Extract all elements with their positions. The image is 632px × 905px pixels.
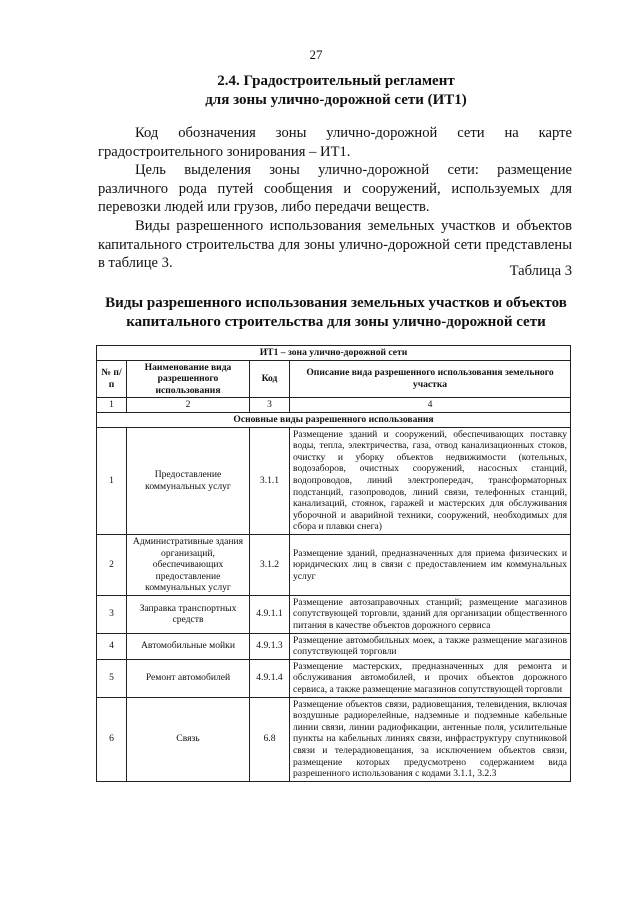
page-number: 27 [309,47,323,62]
zone-header-row [97,346,571,361]
section-title [100,72,572,110]
row-use-name: Предоставление коммунальных услуг [127,427,250,534]
column-header-description: Описание вида разрешенного использования земельного участка [290,360,571,398]
row-code: 3.1.1 [250,427,290,534]
row-description: Размещение мастерских, предназначенных для ремонта и обслуживания автомобилей, и прочих объектов дорожного сервиса, а также размещение магазинов сопутствующей торговли [290,659,571,697]
row-use-name: Административные здания организаций, обеспечивающих предоставление коммунальных услуг [127,534,250,595]
column-index: 1 [97,398,127,413]
row-number: 3 [97,595,127,633]
row-number: 2 [97,534,127,595]
paragraph-zone-code: Код обозначения зоны улично-дорожной сети на карте градостроительного зонирования – ИТ1. [98,125,572,160]
section-title-line-1: 2.4. Градостроительный регламент [217,73,455,89]
column-header-code: Код [250,360,290,398]
table-title-line-1: Виды разрешенного использования земельных участков и объектов [105,295,567,311]
row-code: 4.9.1.4 [250,659,290,697]
column-index: 3 [250,398,290,413]
column-header-number: № п/п [97,360,127,398]
table-caption: Таблица 3 [509,263,572,279]
row-number: 5 [97,659,127,697]
row-description: Размещение автомобильных моек, а также размещение магазинов сопутствующей торговли [290,633,571,659]
paragraph-zone-purpose: Цель выделения зоны улично-дорожной сети: размещение различного рода путей сообщения и сооружений, используемых для перевозки людей или грузов, либо передачи веществ. [98,162,572,215]
row-number: 1 [97,427,127,534]
row-description: Размещение объектов связи, радиовещания, телевидения, включая воздушные радиорелейные, надземные и подземные кабельные линии связи, линии радиофикации, антенные поля, усилительные пункты на кабельных линиях связи, инфраструктуру спутниковой связи и телерадиовещания, за исключением объектов связи, размещение которых предусмотрено содержанием вида разрешенного использования с кодами 3.1.1, 3.2.3 [290,697,571,781]
row-use-name: Ремонт автомобилей [127,659,250,697]
row-description: Размещение зданий, предназначенных для приема физических и юридических лиц в связи с предоставлением им коммунальных услуг [290,534,571,595]
land-use-table [96,345,571,782]
zone-header: ИТ1 – зона улично-дорожной сети [97,346,571,361]
section-title-line-2: для зоны улично-дорожной сети (ИТ1) [205,92,467,108]
paragraph-table-reference: Виды разрешенного использования земельных участков и объектов капитального строительства для зоны улично-дорожной сети представлены в таблице 3. [98,218,572,271]
row-description: Размещение автозаправочных станций; размещение магазинов сопутствующей торговли, зданий для организации общественного питания в качестве объектов дорожного сервиса [290,595,571,633]
row-number: 4 [97,633,127,659]
row-code: 4.9.1.3 [250,633,290,659]
table-row [97,697,571,781]
table-row [97,534,571,595]
row-description: Размещение зданий и сооружений, обеспечивающих поставку воды, тепла, электричества, газа, отвод канализационных стоков, очистку и уборку объектов недвижимости (котельных, водозаборов, очистных сооружений, насосных станций, водопроводов, линий электропередач, трансформаторных подстанций, газопроводов, линий связи, телефонных станций, канализаций, стоянок, гаражей и мастерских для обслуживания уборочной и аварийной техники, сооружений, необходимых для сбора и плавки снега) [290,427,571,534]
band-row [97,412,571,427]
table-row [97,595,571,633]
row-code: 4.9.1.1 [250,595,290,633]
row-number: 6 [97,697,127,781]
row-use-name: Связь [127,697,250,781]
row-use-name: Автомобильные мойки [127,633,250,659]
table-title [100,294,572,332]
row-use-name: Заправка транспортных средств [127,595,250,633]
row-code: 6.8 [250,697,290,781]
column-header-name: Наименование вида разрешенного использования [127,360,250,398]
column-index: 4 [290,398,571,413]
table-row [97,659,571,697]
table-row [97,633,571,659]
column-index-row [97,398,571,413]
band-main-uses: Основные виды разрешенного использования [97,412,571,427]
column-index: 2 [127,398,250,413]
row-code: 3.1.2 [250,534,290,595]
table-title-line-2: капитального строительства для зоны улично-дорожной сети [126,314,546,330]
table-row [97,427,571,534]
column-header-row [97,360,571,398]
